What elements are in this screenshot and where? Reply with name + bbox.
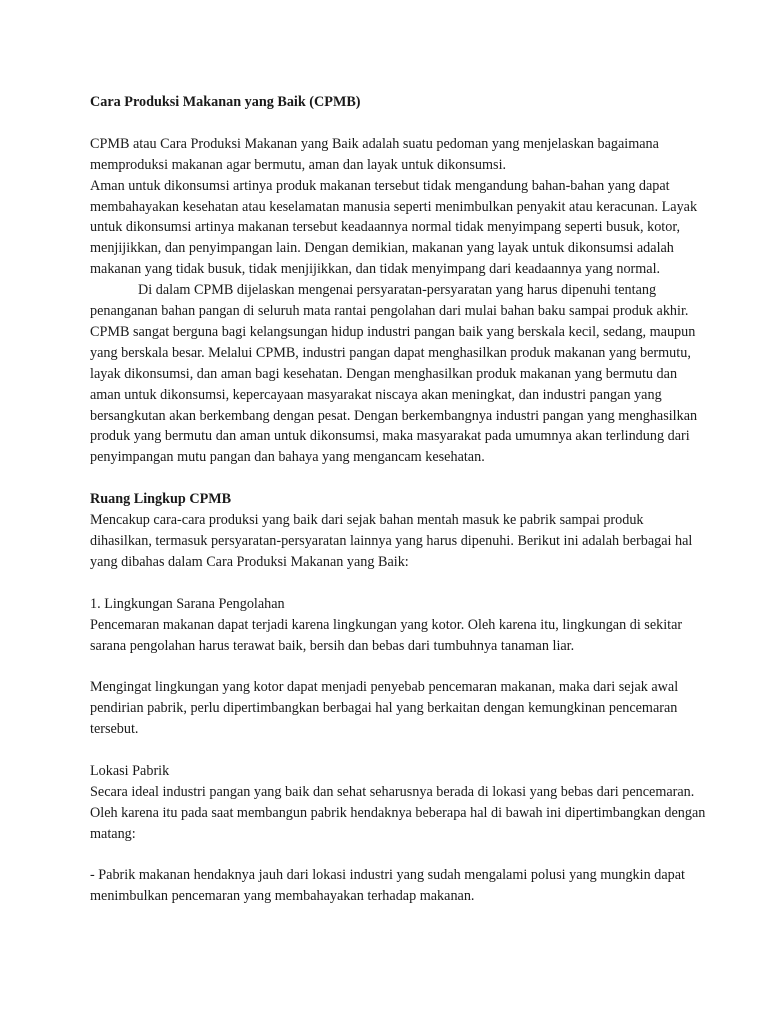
location-heading: Lokasi Pabrik <box>90 762 170 779</box>
scope-heading: Ruang Lingkup CPMB <box>90 491 232 508</box>
spacer <box>90 573 708 594</box>
intro-paragraph-1: CPMB atau Cara Produksi Makanan yang Baik adalah suatu pedoman yang menjelaskan bagaimana memproduksi makanan agar bermutu, aman dan layak untuk dikonsumsi. <box>90 135 659 173</box>
item-1-paragraph-2: Mengingat lingkungan yang kotor dapat menjadi penyebab pencemaran makanan, maka dari sejak awal pendirian pabrik, perlu dipertimbangkan berbagai hal yang berkaitan dengan kemungkinan pencemaran tersebut. <box>90 679 679 738</box>
intro-paragraph-2: Aman untuk dikonsumsi artinya produk makanan tersebut tidak mengandung bahan-bahan yang dapat membahayakan kesehatan atau keselamatan manusia seperti menimbulkan penyakit atau keracunan. Layak untuk dikonsumsi artinya makanan tersebut keadaannya normal tidak menyimpang seperti busuk, kotor, menjijikkan, dan penyimpangan lain. Dengan demikian, makanan yang layak untuk dikonsumsi adalah makanan yang tidak busuk, tidak menjijikkan, dan tidak menyimpang dari keadaannya yang normal. <box>90 177 698 278</box>
spacer <box>90 845 708 866</box>
location-point-1: - Pabrik makanan hendaknya jauh dari lokasi industri yang sudah mengalami polusi yang mungkin dapat menimbulkan pencemaran yang membahayakan terhadap makanan. <box>90 867 685 905</box>
intro-paragraph-3: Di dalam CPMB dijelaskan mengenai persyaratan-persyaratan yang harus dipenuhi tentang penanganan bahan pangan di seluruh mata rantai pengolahan dari mulai bahan baku sampai produk akhir. CPMB sangat berguna bagi kelangsungan hidup industri pangan baik yang berskala kecil, sedang, maupun yang berskala besar. Melalui CPMB, industri pangan dapat menghasilkan produk makanan yang bermutu, layak dikonsumsi, dan aman bagi kesehatan. Dengan menghasilkan produk makanan yang bermutu dan aman untuk dikonsumsi, kepercayaan masyarakat niscaya akan meningkat, dan industri pangan yang bersangkutan akan berkembang dengan pesat. Dengan berkembangnya industri pangan yang menghasilkan produk yang bermutu dan aman untuk dikonsumsi, maka masyarakat pada umumnya akan terlindung dari penyimpangan mutu pangan dan bahaya yang mengancam kesehatan. <box>90 282 698 466</box>
document-title: Cara Produksi Makanan yang Baik (CPMB) <box>90 94 361 110</box>
item-1-heading: 1. Lingkungan Sarana Pengolahan <box>90 595 285 612</box>
spacer <box>90 468 708 489</box>
scope-paragraph: Mencakup cara-cara produksi yang baik dari sejak bahan mentah masuk ke pabrik sampai produk dihasilkan, termasuk persyaratan-persyaratan lainnya yang harus dipenuhi. Berikut ini adalah berbagai hal yang dibahas dalam Cara Produksi Makanan yang Baik: <box>90 512 693 570</box>
item-1-paragraph-1: Pencemaran makanan dapat terjadi karena lingkungan yang kotor. Oleh karena itu, lingkungan di sekitar sarana pengolahan harus terawat baik, bersih dan bebas dari tumbuhnya tanaman liar. <box>90 616 683 654</box>
spacer <box>90 656 708 677</box>
spacer <box>90 740 708 761</box>
location-paragraph: Secara ideal industri pangan yang baik dan sehat seharusnya berada di lokasi yang bebas dari pencemaran. Oleh karena itu pada saat membangun pabrik hendaknya beberapa hal di bawah ini dipertimbangkan dengan matang: <box>90 783 706 842</box>
